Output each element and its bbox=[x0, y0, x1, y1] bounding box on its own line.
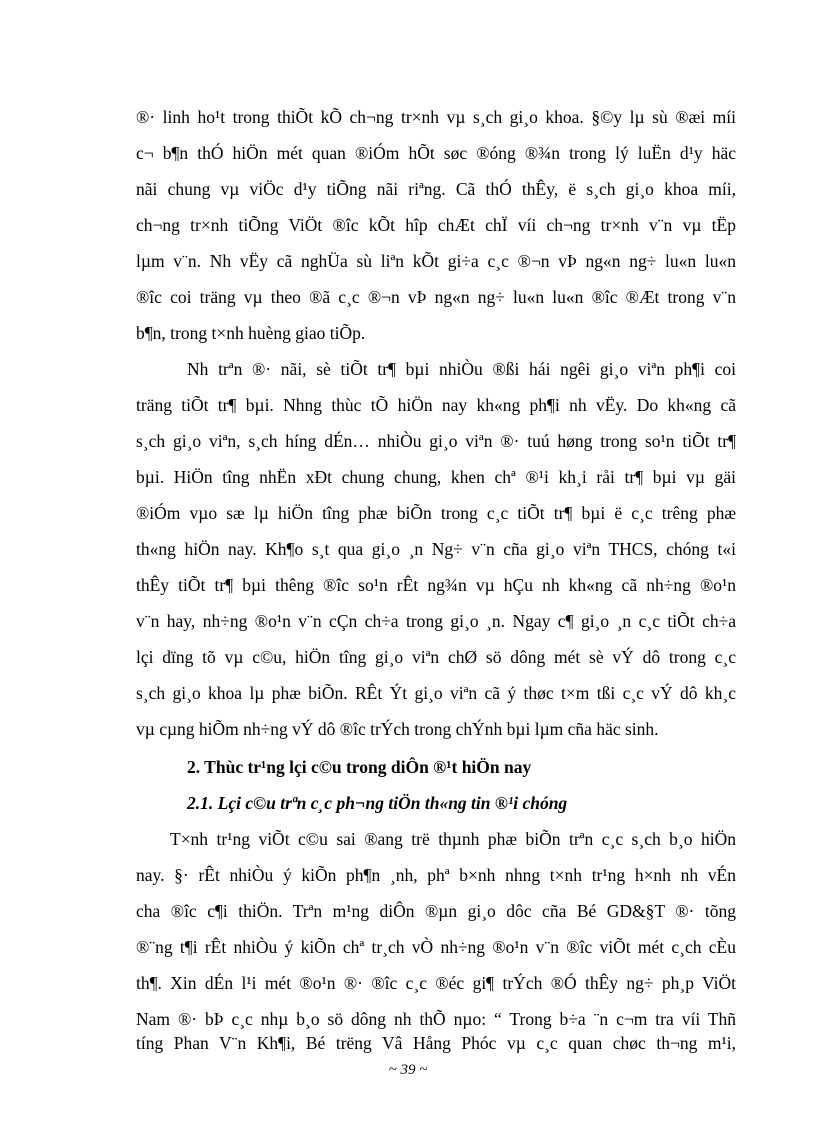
text-line: thÊy tiÕt tr¶ bµi thêng ®îc so¹n rÊt ng¾n vµ hÇu nh kh«ng cã nh÷ng ®o¹n bbox=[136, 575, 736, 595]
text-line: c¬ b¶n thÓ hiÖn mét quan ®iÓm hÕt søc ®óng ®¾n trong lý luËn d¹y häc bbox=[136, 143, 736, 163]
text-line: s¸ch gi¸o khoa lµ phæ biÕn. RÊt Ýt gi¸o viªn cã ý thøc t×m tßi c¸c vÝ dô kh¸c bbox=[136, 683, 736, 703]
text-line: cha ®îc c¶i thiÖn. Trªn m¹ng diÔn ®µn gi¸o dôc cña Bé GD&§T ®· tõng bbox=[136, 901, 736, 921]
text-line: ®· linh ho¹t trong thiÕt kÕ ch¬ng tr×nh vµ s¸ch gi¸o khoa. §©y lµ sù ®æi míi bbox=[136, 107, 736, 127]
text-line: träng tiÕt tr¶ bµi. Nhng thùc tÕ hiÖn nay kh«ng ph¶i nh vËy. Do kh«ng cã bbox=[136, 395, 736, 415]
text-line: lµm v¨n. Nh vËy cã nghÜa sù liªn kÕt gi÷a c¸c ®¬n vÞ ng«n ng÷ lu«n lu«n bbox=[136, 251, 736, 271]
text-line: ch¬ng tr×nh tiÕng ViÖt ®îc kÕt hîp chÆt chÏ víi ch¬ng tr×nh v¨n vµ tËp bbox=[136, 215, 736, 235]
text-line: s¸ch gi¸o viªn, s¸ch híng dÉn… nhiÒu gi¸o viªn ®· tuú høng trong so¹n tiÕt tr¶ bbox=[136, 431, 736, 451]
section-heading: 2. Thùc tr¹ng lçi c©u trong diÔn ®¹t hiÖn nay bbox=[187, 757, 532, 777]
text-line: bµi. HiÖn tîng nhËn xÐt chung chung, khen chª ®¹i kh¸i råi tr¶ bµi vµ gäi bbox=[136, 467, 736, 487]
text-line: v¨n hay, nh÷ng ®o¹n v¨n cÇn ch÷a trong gi¸o ¸n. Ngay c¶ gi¸o ¸n c¸c tiÕt ch÷a bbox=[136, 611, 736, 631]
text-line: vµ cµng hiÕm nh÷ng vÝ dô ®îc trÝch trong chÝnh bµi lµm cña häc sinh. bbox=[136, 719, 659, 739]
text-line: tíng Phan V¨n Kh¶i, Bé trëng Vâ Hång Phóc vµ c¸c quan chøc th¬ng m¹i, bbox=[136, 1033, 736, 1053]
subsection-heading: 2.1. Lçi c©u trªn c¸c ph¬ng tiÖn th«ng tin ®¹i chóng bbox=[187, 793, 568, 813]
text-line: th«ng hiÖn nay. Kh¶o s¸t qua gi¸o ¸n Ng÷ v¨n cña gi¸o viªn THCS, chóng t«i bbox=[136, 539, 736, 559]
text-line: th¶. Xin dÉn l¹i mét ®o¹n ®· ®îc c¸c ®éc gi¶ trÝch ®Ó thÊy ng÷ ph¸p ViÖt bbox=[136, 973, 736, 993]
text-line: lçi dïng tõ vµ c©u, hiÖn tîng gi¸o viªn chØ sö dông mét sè vÝ dô trong c¸c bbox=[136, 647, 736, 667]
text-line: nãi chung vµ viÖc d¹y tiÕng nãi riªng. Cã thÓ thÊy, ë s¸ch gi¸o khoa míi, bbox=[136, 179, 736, 199]
text-line: Nh trªn ®· nãi, sè tiÕt tr¶ bµi nhiÒu ®ßi hái ngêi gi¸o viªn ph¶i coi bbox=[187, 359, 736, 379]
text-line: nay. §· rÊt nhiÒu ý kiÕn ph¶n ¸nh, phª b×nh nhng t×nh tr¹ng h×nh nh vÉn bbox=[136, 865, 736, 885]
text-line: Nam ®· bÞ c¸c nhµ b¸o sö dông nh thÕ nµo: “ Trong b÷a ¨n c¬m tra víi Thñ bbox=[136, 1009, 736, 1029]
text-line: b¶n, trong t×nh huèng giao tiÕp. bbox=[136, 323, 366, 343]
page-number: ~ 39 ~ bbox=[388, 1062, 428, 1078]
text-line: ®îc coi träng vµ theo ®ã c¸c ®¬n vÞ ng«n ng÷ lu«n lu«n ®îc ®Æt trong v¨n bbox=[136, 287, 736, 307]
text-line: ®¨ng t¶i rÊt nhiÒu ý kiÕn chª tr¸ch vÒ nh÷ng ®o¹n v¨n ®îc viÕt mét c¸ch cÈu bbox=[136, 937, 736, 957]
text-line: T×nh tr¹ng viÕt c©u sai ®ang trë thµnh phæ biÕn trªn c¸c s¸ch b¸o hiÖn bbox=[170, 829, 736, 849]
text-line: ®iÓm vµo sæ lµ hiÖn tîng phæ biÕn trong c¸c tiÕt tr¶ bµi ë c¸c trêng phæ bbox=[136, 503, 736, 523]
